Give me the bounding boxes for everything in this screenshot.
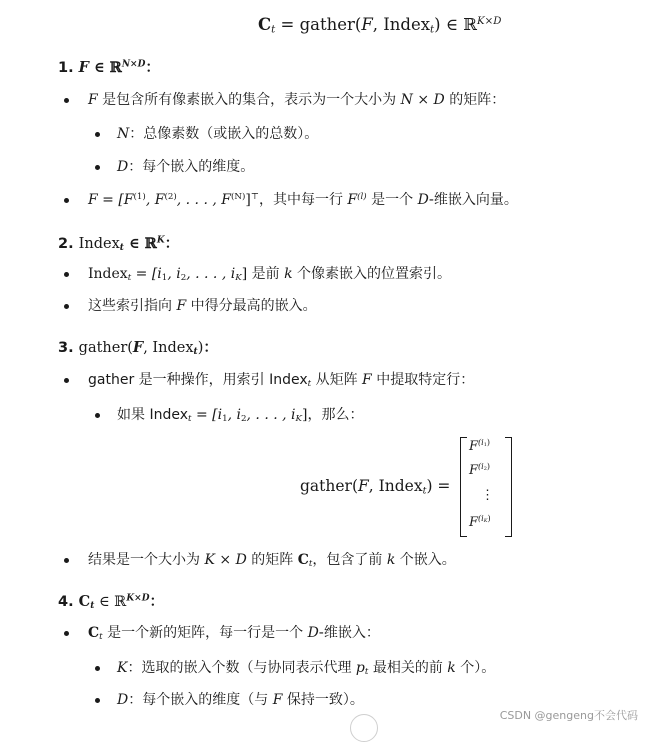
section-3-bullet-2: 结果是一个大小为 K × D 的矩阵 $C_t$，包含了前 k 个嵌入。 — [88, 552, 456, 570]
bullet-dot — [64, 631, 69, 636]
bullet-dot — [64, 558, 69, 563]
matrix-left-bracket — [460, 437, 467, 537]
section-1-sub-bullet-n: N：总像素数（或嵌入的总数）。 — [117, 126, 319, 142]
matrix-vdots: ⋮ — [481, 488, 494, 503]
section-1-bullet-2: $F = [F^{(1)}$, $F^{(2)}$, . . . , $F^{(N)}]^⊤$，其中每一行 $F^{(l)}$ 是一个 D-维嵌入向量。 — [88, 191, 518, 208]
section-1-heading: 1. F ∈ ℝ$^{N\times D}$： — [58, 59, 160, 76]
section-4-sub-bullet-d: D：每个嵌入的维度（与 F 保持一致）。 — [117, 692, 364, 708]
section-3-bullet-1: gather 是一种操作，用索引 Index$_t$ 从矩阵 F 中提取特定行： — [88, 372, 475, 390]
section-2-bullet-1: Index$_t$ = [$i_1$, $i_2$, . . . , $i_K$] 是前 k 个像素嵌入的位置索引。 — [88, 266, 452, 284]
matrix-lhs: gather(F, Index$_t$) = — [300, 477, 451, 497]
section-3-sub-bullet: 如果 Index$_t$ = [$i_1$, $i_2$, . . . , $i_K$]，那么： — [117, 407, 364, 425]
matrix-row-k: $F^{(i_K)}$ — [469, 514, 491, 530]
watermark: CSDN @gengeng不会代码 — [499, 709, 638, 722]
section-2-heading: 2. Index$_t$ ∈ ℝ$^K$： — [58, 235, 180, 254]
bullet-dot — [95, 132, 100, 137]
bullet-dot — [64, 304, 69, 309]
section-1-bullet-1: F 是包含所有像素嵌入的集合，表示为一个大小为 N × D 的矩阵： — [88, 92, 506, 108]
section-2-bullet-2: 这些索引指向 F 中得分最高的嵌入。 — [88, 298, 317, 314]
bullet-dot — [64, 378, 69, 383]
section-4-bullet-1: $C_t$ 是一个新的矩阵，每一行是一个 D-维嵌入： — [88, 625, 380, 643]
bullet-dot — [95, 165, 100, 170]
top-formula: $C_t$ = gather(F, Index$_t$) ∈ ℝ$^{K\times D}$ — [258, 15, 502, 36]
bullet-dot — [95, 698, 100, 703]
bullet-dot — [64, 272, 69, 277]
bullet-dot — [64, 98, 69, 103]
matrix-row-1: $F^{(i_1)}$ — [469, 438, 491, 454]
matrix-row-2: $F^{(i_2)}$ — [469, 462, 491, 478]
bullet-dot — [95, 666, 100, 671]
section-3-heading: 3. gather(F, Index$_t$)： — [58, 339, 218, 358]
section-4-heading: 4. $C_t$ ∈ ℝ$^{K\times D}$： — [58, 593, 165, 612]
bullet-dot — [95, 413, 100, 418]
bullet-dot — [64, 198, 69, 203]
section-1-sub-bullet-d: D：每个嵌入的维度。 — [117, 159, 255, 175]
matrix-right-bracket — [505, 437, 512, 537]
section-4-sub-bullet-k: K：选取的嵌入个数（与协同表示代理 $p_t$ 最相关的前 k 个）。 — [117, 660, 496, 678]
scroll-button[interactable] — [350, 714, 378, 742]
